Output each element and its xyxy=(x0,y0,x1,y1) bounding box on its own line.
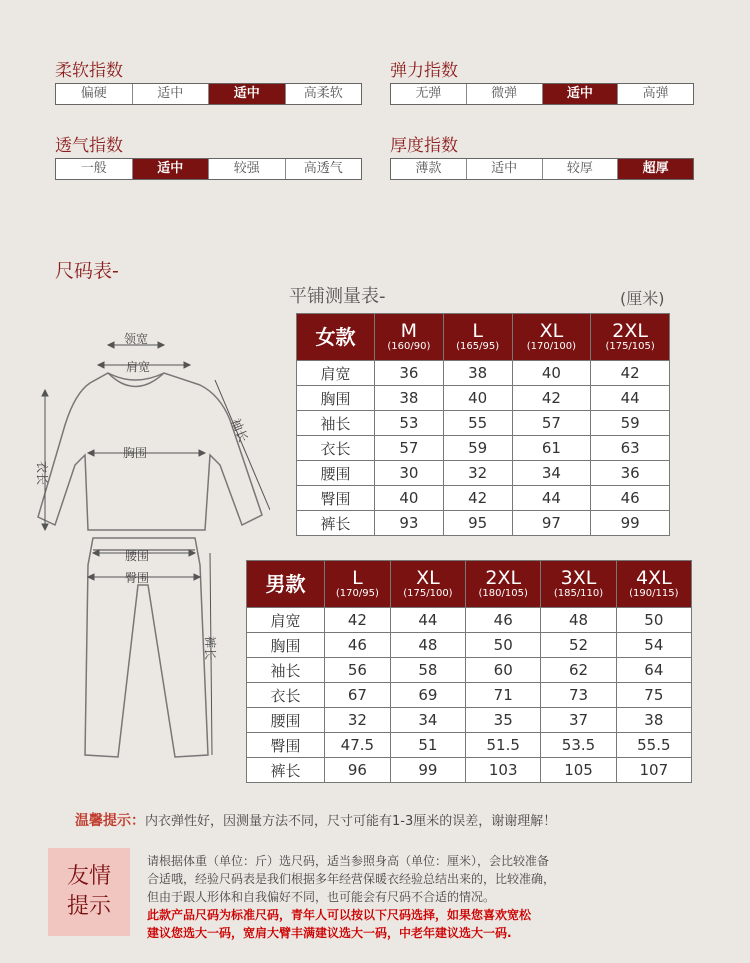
size-header: 2XL (180/105) xyxy=(466,561,541,608)
row-label: 腰围 xyxy=(297,461,375,486)
table-cell: 105 xyxy=(541,758,616,783)
table-cell: 38 xyxy=(375,386,444,411)
row-label: 衣长 xyxy=(247,683,325,708)
size-header: 4XL (190/115) xyxy=(616,561,691,608)
table-cell: 53.5 xyxy=(541,733,616,758)
index-option: 高弹 xyxy=(642,86,669,101)
table-row xyxy=(297,486,670,511)
table-cell: 34 xyxy=(512,461,591,486)
table-cell: 37 xyxy=(541,708,616,733)
table-cell: 107 xyxy=(616,758,691,783)
table-cell: 99 xyxy=(591,511,670,536)
label-collar-width: 领宽 xyxy=(124,332,149,346)
index-option: 偏硬 xyxy=(56,84,133,104)
table-cell: 44 xyxy=(390,608,465,633)
table-cell: 73 xyxy=(541,683,616,708)
index-option-selected: 适中 xyxy=(543,84,619,104)
table-cell: 60 xyxy=(466,658,541,683)
table-cell: 95 xyxy=(443,511,512,536)
men-label: 男款 xyxy=(247,561,325,608)
index-title: 弹力指数 xyxy=(390,61,458,81)
table-cell: 75 xyxy=(616,683,691,708)
label-hip: 臀围 xyxy=(125,571,150,585)
size-header: 2XL (175/105) xyxy=(591,314,670,361)
table-cell: 42 xyxy=(325,608,391,633)
table-cell: 42 xyxy=(443,486,512,511)
row-label: 胸围 xyxy=(247,633,325,658)
note-line: 合适哦，经验尺码表是我们根据多年经营保暖衣经验总结出来的，比较准确， xyxy=(147,872,556,886)
table-row xyxy=(297,461,670,486)
row-label: 臀围 xyxy=(247,733,325,758)
table-cell: 93 xyxy=(375,511,444,536)
label-length: 衣长 xyxy=(35,461,49,486)
table-cell: 61 xyxy=(512,436,591,461)
table-cell: 36 xyxy=(591,461,670,486)
thickness-index xyxy=(390,131,458,156)
table-cell: 71 xyxy=(466,683,541,708)
row-label: 肩宽 xyxy=(297,361,375,386)
table-cell: 52 xyxy=(541,633,616,658)
table-row xyxy=(247,683,692,708)
table-cell: 44 xyxy=(591,386,670,411)
elasticity-bar xyxy=(390,83,694,105)
size-header: L (165/95) xyxy=(443,314,512,361)
size-header: XL (175/100) xyxy=(390,561,465,608)
table-cell: 46 xyxy=(591,486,670,511)
size-header: L (170/95) xyxy=(325,561,391,608)
table-cell: 57 xyxy=(512,411,591,436)
index-option: 较强 xyxy=(209,159,286,179)
index-title: 透气指数 xyxy=(55,136,123,156)
table-row xyxy=(297,361,670,386)
table-cell: 48 xyxy=(390,633,465,658)
row-label: 裤长 xyxy=(247,758,325,783)
table-row xyxy=(247,733,692,758)
row-label: 肩宽 xyxy=(247,608,325,633)
index-option: 较厚 xyxy=(543,159,619,179)
row-label: 衣长 xyxy=(297,436,375,461)
table-cell: 59 xyxy=(591,411,670,436)
table-cell: 38 xyxy=(443,361,512,386)
size-header: 3XL (185/110) xyxy=(541,561,616,608)
table-cell: 44 xyxy=(512,486,591,511)
friendly-label-1: 友情 xyxy=(66,864,111,889)
label-pants-length: 裤长 xyxy=(203,636,217,661)
label-sleeve: 袖长 xyxy=(228,416,251,445)
index-title: 柔软指数 xyxy=(55,61,123,81)
table-cell: 58 xyxy=(390,658,465,683)
index-option: 高柔软 xyxy=(303,86,343,101)
index-option: 一般 xyxy=(56,159,133,179)
table-header-row xyxy=(247,561,692,608)
table-row xyxy=(297,436,670,461)
table-cell: 40 xyxy=(375,486,444,511)
table-row xyxy=(297,386,670,411)
label-shoulder-width: 肩宽 xyxy=(126,360,151,374)
table-cell: 57 xyxy=(375,436,444,461)
index-option: 高透气 xyxy=(303,161,343,176)
table-row xyxy=(247,608,692,633)
warm-tip xyxy=(75,810,556,830)
table-cell: 51.5 xyxy=(466,733,541,758)
index-option: 薄款 xyxy=(391,159,467,179)
table-cell: 35 xyxy=(466,708,541,733)
index-option: 无弹 xyxy=(391,84,467,104)
note-line: 但由于跟人形体和自我偏好不同，也可能会有尺码不合适的情况。 xyxy=(147,890,496,904)
table-cell: 34 xyxy=(390,708,465,733)
label-waist: 腰围 xyxy=(125,549,150,563)
table-cell: 47.5 xyxy=(325,733,391,758)
table-cell: 42 xyxy=(591,361,670,386)
size-header: M (160/90) xyxy=(375,314,444,361)
softness-index xyxy=(55,56,123,81)
table-cell: 46 xyxy=(325,633,391,658)
table-cell: 55 xyxy=(443,411,512,436)
breathability-index xyxy=(55,131,123,156)
label-chest: 胸围 xyxy=(123,446,148,460)
table-cell: 40 xyxy=(443,386,512,411)
table-cell: 46 xyxy=(466,608,541,633)
note-red-line: 此款产品尺码为标准尺码，青年人可以按以下尺码选择，如果您喜欢宽松 xyxy=(147,908,532,922)
softness-bar xyxy=(55,83,362,105)
table-cell: 62 xyxy=(541,658,616,683)
row-label: 臀围 xyxy=(297,486,375,511)
friendly-tip-badge xyxy=(48,848,130,936)
table-cell: 64 xyxy=(616,658,691,683)
row-label: 裤长 xyxy=(297,511,375,536)
women-label: 女款 xyxy=(297,314,375,361)
table-cell: 50 xyxy=(616,608,691,633)
row-label: 胸围 xyxy=(297,386,375,411)
table-cell: 48 xyxy=(541,608,616,633)
women-size-table xyxy=(296,313,670,536)
index-option-selected: 超厚 xyxy=(618,159,693,179)
table-cell: 63 xyxy=(591,436,670,461)
thickness-bar xyxy=(390,158,694,180)
table-cell: 59 xyxy=(443,436,512,461)
table-cell: 54 xyxy=(616,633,691,658)
flat-measure-title: 平铺测量表- xyxy=(289,286,386,307)
table-cell: 51 xyxy=(390,733,465,758)
breathability-bar xyxy=(55,158,362,180)
table-cell: 97 xyxy=(512,511,591,536)
friendly-label-2: 提示 xyxy=(66,893,111,919)
unit-label: (厘米) xyxy=(620,289,665,308)
warm-tip-text: 内衣弹性好，因测量方法不同，尺寸可能有1-3厘米的误差，谢谢理解！ xyxy=(145,814,557,829)
garment-diagram xyxy=(30,325,270,795)
friendly-tip-text xyxy=(147,852,707,942)
row-label: 腰围 xyxy=(247,708,325,733)
table-row xyxy=(297,411,670,436)
table-row xyxy=(247,708,692,733)
index-option: 微弹 xyxy=(467,84,543,104)
table-cell: 99 xyxy=(390,758,465,783)
table-cell: 36 xyxy=(375,361,444,386)
row-label: 袖长 xyxy=(297,411,375,436)
table-cell: 103 xyxy=(466,758,541,783)
index-option-selected: 适中 xyxy=(133,159,210,179)
index-option-selected: 适中 xyxy=(209,84,286,104)
table-cell: 50 xyxy=(466,633,541,658)
size-header: XL (170/100) xyxy=(512,314,591,361)
table-row xyxy=(247,758,692,783)
size-chart-title: 尺码表- xyxy=(55,260,119,282)
table-cell: 69 xyxy=(390,683,465,708)
table-cell: 67 xyxy=(325,683,391,708)
index-option: 适中 xyxy=(133,84,210,104)
row-label: 袖长 xyxy=(247,658,325,683)
table-cell: 96 xyxy=(325,758,391,783)
table-row xyxy=(247,633,692,658)
note-line: 请根据体重（单位：斤）选尺码，适当参照身高（单位：厘米），会比较准备 xyxy=(147,854,550,868)
table-row xyxy=(247,658,692,683)
table-cell: 38 xyxy=(616,708,691,733)
note-red-line: 建议您选大一码，宽肩大臂丰满建议选大一码，中老年建议选大一码. xyxy=(147,926,512,940)
table-cell: 30 xyxy=(375,461,444,486)
warm-tip-label: 温馨提示： xyxy=(75,813,145,829)
elasticity-index xyxy=(390,56,458,81)
table-cell: 40 xyxy=(512,361,591,386)
table-cell: 56 xyxy=(325,658,391,683)
table-cell: 53 xyxy=(375,411,444,436)
table-cell: 55.5 xyxy=(616,733,691,758)
index-title: 厚度指数 xyxy=(390,136,458,156)
index-option: 适中 xyxy=(467,159,543,179)
table-header-row xyxy=(297,314,670,361)
table-row xyxy=(297,511,670,536)
table-cell: 32 xyxy=(325,708,391,733)
men-size-table xyxy=(246,560,692,783)
table-cell: 32 xyxy=(443,461,512,486)
table-cell: 42 xyxy=(512,386,591,411)
